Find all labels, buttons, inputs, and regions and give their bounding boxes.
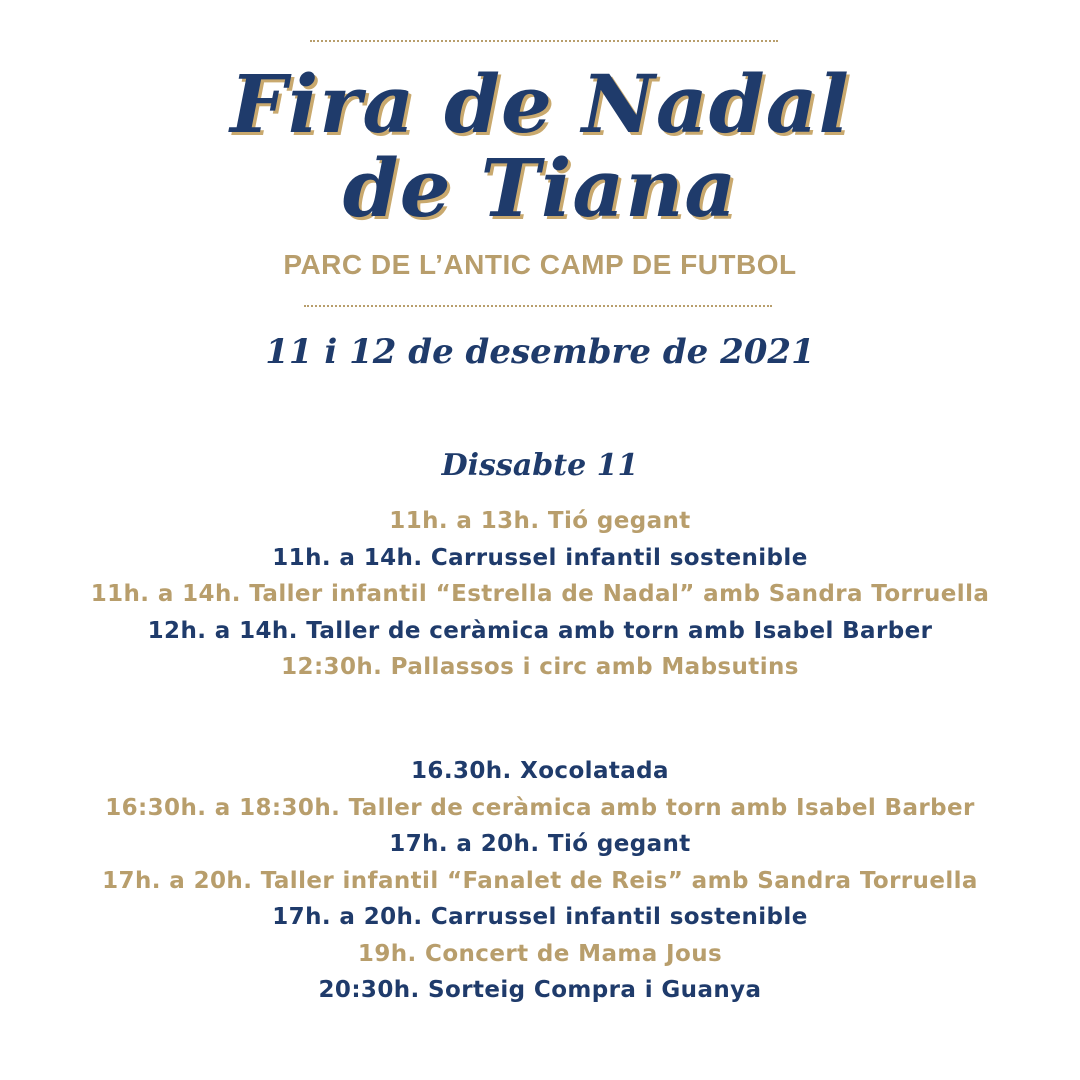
- schedule-item: 19h. Concert de Mama Jous: [357, 940, 723, 967]
- event-title-line-2: de Tiana: [342, 141, 738, 235]
- schedule-item: 17h. a 20h. Taller infantil “Fanalet de Reis” amb Sandra Torruella: [102, 867, 978, 894]
- event-title-line-1: Fira de Nadal: [230, 57, 850, 151]
- schedule-item: 17h. a 20h. Carrussel infantil sostenible: [272, 904, 808, 930]
- event-date: 11 i 12 de desembre de 2021: [265, 332, 815, 372]
- afternoon-schedule: [0, 753, 1080, 1009]
- schedule-item: 11h. a 14h. Taller infantil “Estrella de Nadal” amb Sandra Torruella: [90, 581, 990, 607]
- top-dotted-divider: [310, 40, 778, 42]
- schedule-item: 12h. a 14h. Taller de ceràmica amb torn amb Isabel Barber: [147, 617, 933, 644]
- schedule-item: 20:30h. Sorteig Compra i Guanya: [318, 977, 762, 1003]
- schedule-item: 17h. a 20h. Tió gegant: [389, 831, 691, 857]
- schedule-item: 12:30h. Pallassos i circ amb Mabsutins: [281, 654, 799, 680]
- venue-label: PARC DE L’ANTIC CAMP DE FUTBOL: [283, 249, 797, 280]
- schedule-item: 11h. a 14h. Carrussel infantil sostenible: [272, 544, 808, 571]
- middle-dotted-divider: [304, 305, 772, 307]
- schedule-item: 16:30h. a 18:30h. Taller de ceràmica amb torn amb Isabel Barber: [105, 794, 975, 821]
- schedule-item: 11h. a 13h. Tió gegant: [389, 508, 691, 534]
- schedule-item: 16.30h. Xocolatada: [411, 758, 669, 784]
- day-heading: Dissabte 11: [441, 448, 639, 483]
- morning-schedule: [0, 503, 1080, 686]
